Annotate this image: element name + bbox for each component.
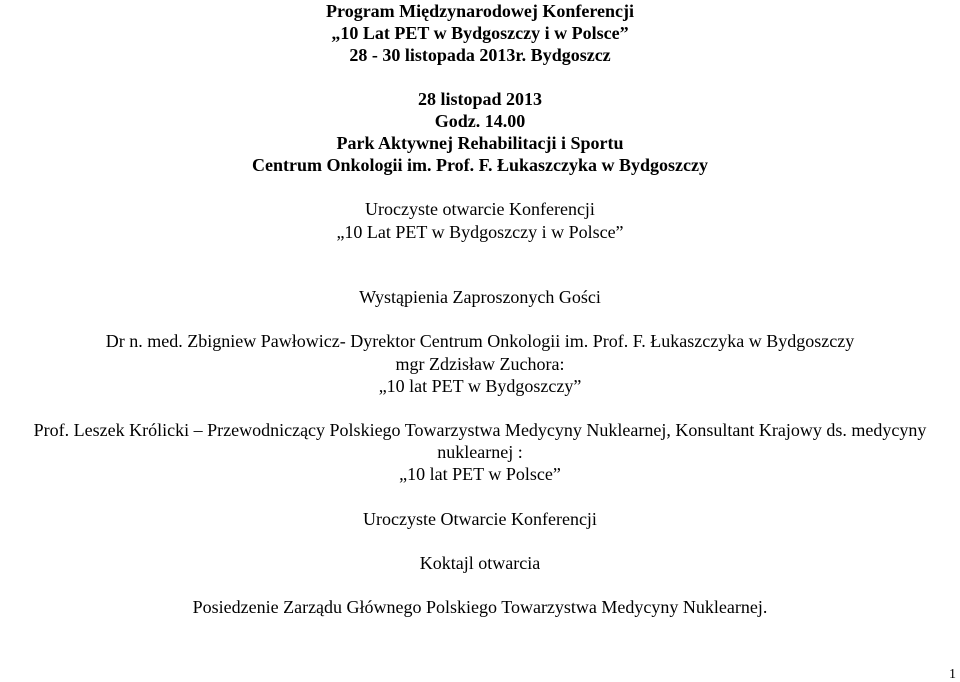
program-cocktail: Koktajl otwarcia [419, 553, 541, 573]
program-board-meeting: Posiedzenie Zarządu Głównego Polskiego Towarzystwa Medycyny Nuklearnej. [192, 597, 768, 617]
speaker-pawlowicz: Dr n. med. Zbigniew Pawłowicz- Dyrektor Centrum Onkologii im. Prof. F. Łukaszczyka w Bydgoszczy [105, 331, 855, 351]
page-number: 1 [949, 667, 956, 682]
speaker-krolicki: Prof. Leszek Królicki – Przewodniczący Polskiego Towarzystwa Medycyny Nuklearnej, Konsultant Krajowy ds. medycyny [33, 420, 927, 440]
talk-polska: „10 lat PET w Polsce” [399, 464, 561, 484]
opening-title: Uroczyste otwarcie Konferencji [365, 199, 595, 219]
conference-title: Program Międzynarodowej Konferencji [326, 1, 634, 21]
session-time: Godz. 14.00 [434, 111, 526, 131]
conference-name: „10 Lat PET w Bydgoszczy i w Polsce” [331, 23, 629, 43]
speaker-zuchora: mgr Zdzisław Zuchora: [395, 354, 565, 374]
talk-bydgoszcz: „10 lat PET w Bydgoszczy” [378, 376, 582, 396]
session-institution: Centrum Onkologii im. Prof. F. Łukaszczyka w Bydgoszczy [251, 155, 708, 175]
speaker-krolicki-continued: nuklearnej : [437, 442, 523, 462]
conference-dates: 28 - 30 listopada 2013r. Bydgoszcz [349, 45, 611, 65]
opening-conference-name: „10 Lat PET w Bydgoszczy i w Polsce” [336, 222, 624, 242]
guests-heading: Wystąpienia Zaproszonych Gości [359, 287, 601, 307]
session-venue: Park Aktywnej Rehabilitacji i Sportu [336, 133, 624, 153]
session-date: 28 listopad 2013 [417, 89, 543, 109]
program-opening: Uroczyste Otwarcie Konferencji [363, 509, 597, 529]
